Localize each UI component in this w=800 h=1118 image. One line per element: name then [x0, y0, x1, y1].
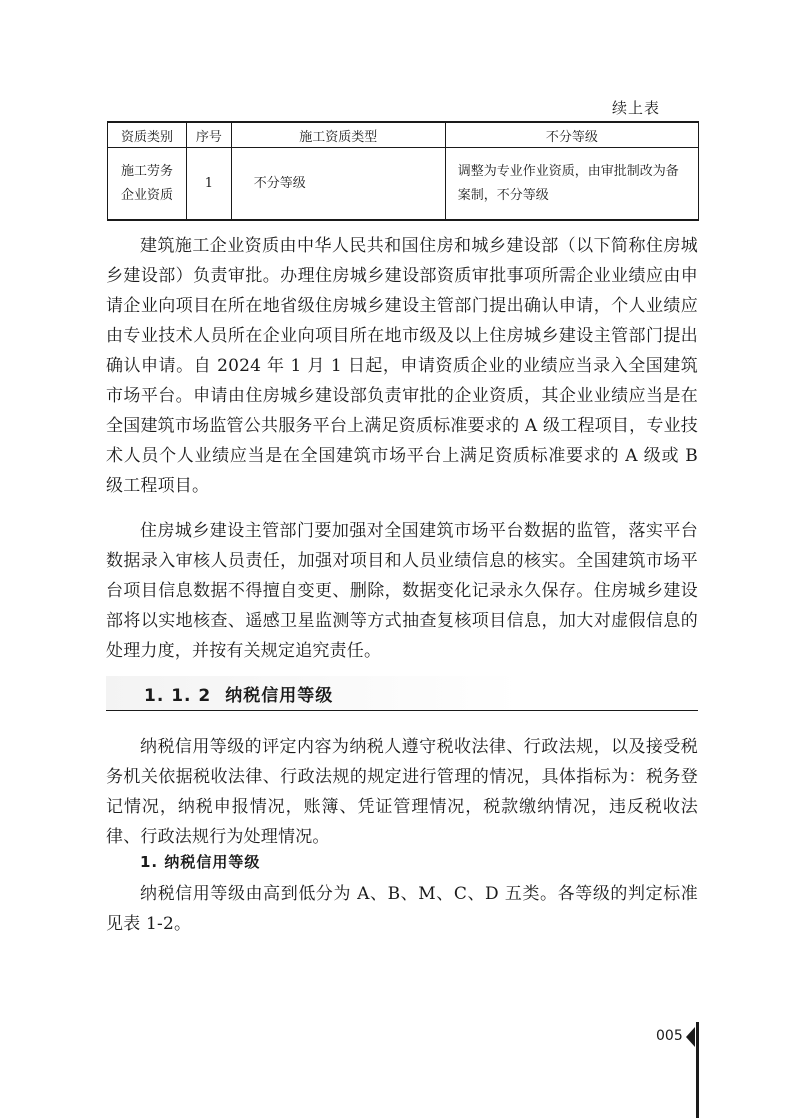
subsection-heading: 1. 纳税信用等级 [140, 853, 261, 871]
paragraph-platform-supervision: 住房城乡建设主管部门要加强对全国建筑市场平台数据的监管，落实平台数据录入审核人员责任，加强对项目和人员业绩信息的核实。全国建筑市场平台项目信息数据不得擅自变更、删除，数据变化记录永久保存。住房城乡建设部将以实地核查、遥感卫星监测等方式抽查复核项目信息，加大对虚假信息的处理力度，并按有关规定追究责任。 [106, 521, 698, 661]
page-marker-triangle-icon [686, 1027, 695, 1047]
cell-number: 1 [187, 148, 232, 221]
table-continued-label: 续上表 [612, 99, 661, 117]
header-type: 施工资质类型 [231, 122, 445, 148]
header-grade: 不分等级 [445, 122, 698, 148]
page-number: 005 [656, 1028, 683, 1044]
paragraph-tax-credit-levels: 纳税信用等级由高到低分为 A、B、M、C、D 五类。各等级的判定标准见表 1-2。 [106, 884, 698, 934]
qualification-table [107, 121, 699, 221]
paragraph-tax-credit-intro: 纳税信用等级的评定内容为纳税人遵守税收法律、行政法规，以及接受税务机关依据税收法律、行政法规的规定进行管理的情况，具体指标为：税务登记情况，纳税申报情况，账簿、凭证管理情况，税款缴纳情况，违反税收法律、行政法规行为处理情况。 [106, 737, 698, 847]
page-edge-rule [696, 1022, 699, 1118]
paragraph-qualification-approval: 建筑施工企业资质由中华人民共和国住房和城乡建设部（以下简称住房城乡建设部）负责审批。办理住房城乡建设部资质审批事项所需企业业绩应由申请企业向项目在所在地省级住房城乡建设主管部门提出确认申请，个人业绩应由专业技术人员所在企业向项目所在地市级及以上住房城乡建设主管部门提出确认申请。自 2024 年 1 月 1 日起，申请资质企业的业绩应当录入全国建筑市场平台。申请由住房城乡建设部负责审批的企业资质，其企业业绩应当是在全国建筑市场监管公共服务平台上满足资质标准要求的 A 级工程项目，专业技术人员个人业绩应当是在全国建筑市场平台上满足资质标准要求的 A 级或 B 级工程项目。 [106, 236, 698, 496]
section-heading [144, 681, 333, 706]
header-category: 资质类别 [108, 122, 187, 148]
cell-category: 施工劳务企业资质 [108, 148, 187, 221]
header-number: 序号 [187, 122, 232, 148]
cell-type: 不分等级 [231, 148, 445, 221]
table-header-row [108, 122, 699, 148]
section-number: 1. 1. 2 [144, 686, 212, 706]
section-heading-bar [106, 676, 698, 711]
table-row [108, 148, 699, 221]
cell-grade: 调整为专业作业资质，由审批制改为备案制，不分等级 [445, 148, 698, 221]
section-title: 纳税信用等级 [225, 686, 334, 706]
